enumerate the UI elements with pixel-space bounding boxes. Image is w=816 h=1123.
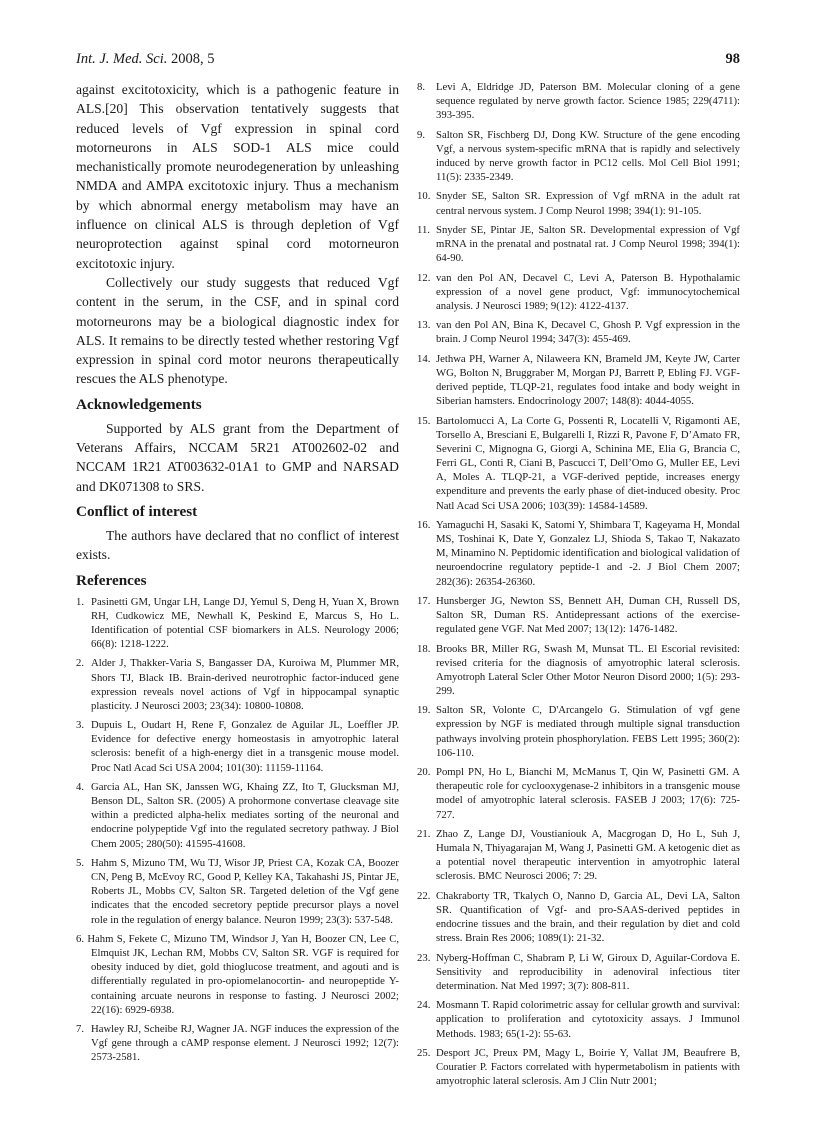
page-number: 98 [725,51,740,67]
reference-item [417,594,740,636]
reference-list-right [417,80,740,1088]
reference-text: Desport JC, Preux PM, Magy L, Boirie Y, Vallat JM, Beaufrere B, Couratier P. Factors correlated with hypermetabolism in patients with amyotrophic lateral sclerosis. Am J Clin Nutr 2001; [436,1046,740,1088]
reference-number: 17. [417,594,431,607]
reference-number: 24. [417,999,431,1012]
reference-item [417,414,740,513]
reference-item [417,765,740,822]
reference-item [417,642,740,699]
reference-item [417,1046,740,1088]
reference-number: 7. [76,1023,85,1036]
reference-item [417,998,740,1040]
reference-number: 1. [76,595,85,608]
reference-number: 11. [417,223,430,236]
left-column [76,80,399,1070]
journal-name: Int. J. Med. Sci. [76,51,168,67]
reference-item [417,352,740,409]
reference-item [417,827,740,884]
reference-text: Snyder SE, Pintar JE, Salton SR. Developmental expression of Vgf mRNA in the prenatal and postnatal rat. J Comp Neurol 1998; 394(1): 64-90. [436,223,740,265]
references-heading: References [76,571,147,589]
reference-text: Levi A, Eldridge JD, Paterson BM. Molecular cloning of a gene sequence regulated by nerve growth factor. Science 1985; 229(4711): 393-395. [436,81,740,122]
body-paragraph-2: Collectively our study suggests that reduced Vgf content in the serum, in the CSF, and in spinal cord motorneurons may be a biological diagnostic index for ALS. It remains to be directly tested whether restoring Vgf expression in spinal cord motor neurons therapeutically rescues the ALS phenotype. [76,274,399,387]
reference-number: 22. [417,889,431,902]
reference-item [417,80,740,122]
reference-text: Hawley RJ, Scheibe RJ, Wagner JA. NGF induces the expression of the Vgf gene through a cAMP response element. J Neurosci 1992; 12(7): 2573-2581. [91,1023,399,1064]
reference-list-left [76,595,399,1065]
conflict-heading: Conflict of interest [76,502,198,520]
reference-item [76,856,399,927]
acknowledgements-heading: Acknowledgements [76,395,202,413]
reference-number: 20. [417,766,431,779]
reference-text: Salton SR, Fischberg DJ, Dong KW. Structure of the gene encoding Vgf, a nervous system-specific mRNA that is rapidly and selectively induced by nerve growth factor in PC12 cells. Mol Cell Biol 1991; 11(5): 2335-2349. [436,128,740,184]
reference-number: 25. [417,1046,431,1059]
reference-number: 21. [417,827,431,840]
reference-number: 10. [417,190,431,203]
reference-number: 6. [76,932,85,945]
reference-number: 4. [76,780,85,793]
reference-text: Yamaguchi H, Sasaki K, Satomi Y, Shimbara T, Kageyama H, Mondal MS, Toshinai K, Date Y, Gonzalez LJ, Shioda S, Takao T, Nakazato M, Minamino N. Peptidomic identification and biological validation of neuroendocrine regulatory peptide-1 and -2. J Biol Chem 2007; 282(36): 26354-26360. [436,518,740,588]
reference-number: 18. [417,642,431,655]
reference-item [76,718,399,775]
reference-item [417,223,740,265]
reference-text: Hahm S, Mizuno TM, Wu TJ, Wisor JP, Priest CA, Kozak CA, Boozer CN, Peng B, McEvoy RC, Good P, Kelley KA, Takahashi JS, Pintar JE, Roberts JL, Mobbs CV, Salton SR. Targeted deletion of the Vgf gene indicates that the encoded secretory peptide precursor plays a novel role in the regulation of energy balance. Neuron 1999; 23(3): 537-548. [91,856,399,926]
reference-number: 8. [417,81,426,93]
reference-number: 13. [417,319,431,332]
reference-item [417,703,740,760]
reference-item [417,128,740,185]
reference-item [76,656,399,713]
reference-number: 3. [76,719,85,732]
reference-number: 15. [417,414,431,427]
reference-number: 9. [417,128,426,141]
journal-citation [76,51,215,68]
reference-text: Mosmann T. Rapid colorimetric assay for cellular growth and survival: application to proliferation and cytotoxicity assays. J Immunol Methods. 1983; 65(1-2): 55-63. [436,999,740,1040]
reference-item [76,780,399,851]
reference-text: Snyder SE, Salton SR. Expression of Vgf mRNA in the adult rat central nervous system. J Comp Neurol 1998; 394(1): 91-105. [436,190,740,217]
reference-text: Nyberg-Hoffman C, Shabram P, Li W, Giroux D, Aguilar-Cordova E. Sensitivity and reproducibility in adenoviral infectious titer determination. Nat Med 1997; 3(7): 808-811. [436,951,740,992]
reference-text: Alder J, Thakker-Varia S, Bangasser DA, Kuroiwa M, Plummer MR, Shors TJ, Black IB. Brain-derived neurotrophic factor-induced gene expression reveals novel actions of Vgf in hippocampal synaptic plasticity. J Neurosci 2003; 23(34): 10800-10808. [91,657,399,712]
reference-text: Garcia AL, Han SK, Janssen WG, Khaing ZZ, Ito T, Glucksman MJ, Benson DL, Salton SR. (2005) A prohormone convertase cleavage site within a predicted alpha-helix mediates sorting of the neuronal and endocrine polypeptide Vgf into the regulated secretory pathway. J Biol Chem 2005; 280(50): 41595-41608. [91,780,399,850]
reference-item [417,518,740,589]
reference-item [76,932,399,1017]
reference-number: 12. [417,271,431,284]
reference-text: Pompl PN, Ho L, Bianchi M, McManus T, Qin W, Pasinetti GM. A therapeutic role for cyclooxygenase-2 inhibitors in a transgenic mouse model of amyotrophic lateral sclerosis. FASEB J 2003; 17(6): 725-727. [436,766,740,821]
reference-text: Pasinetti GM, Ungar LH, Lange DJ, Yemul S, Deng H, Yuan X, Brown RH, Cudkowicz ME, Newhall K, Peskind E, Marcus S, Ho L. Identification of potential CSF biomarkers in ALS. Neurology 2006; 66(8): 1218-1222. [91,595,399,650]
reference-text: Jethwa PH, Warner A, Nilaweera KN, Brameld JM, Keyte JW, Carter WG, Bolton N, Bruggraber M, Morgan PJ, Barrett P, Ebling FJ. VGF-derived peptide, TLQP-21, regulates food intake and body weight in Siberian hamsters. Endocrinology 2007; 148(8): 4044-4055. [436,352,740,408]
reference-text: Dupuis L, Oudart H, Rene F, Gonzalez de Aguilar JL, Loeffler JP. Evidence for defective energy homeostasis in amyotrophic lateral sclerosis: benefit of a high-energy diet in a transgenic mouse model. Proc Natl Acad Sci USA 2004; 101(30): 11159-11164. [91,719,399,774]
reference-text: Hunsberger JG, Newton SS, Bennett AH, Duman CH, Russell DS, Salton SR, Duman RS. Antidepressant actions of the exercise-regulated gene VGF. Nat Med 2007; 13(12): 1476-1482. [436,594,740,636]
reference-text: van den Pol AN, Bina K, Decavel C, Ghosh P. Vgf expression in the brain. J Comp Neurol 1994; 347(3): 455-469. [436,319,740,346]
reference-item [417,318,740,346]
conflict-text: The authors have declared that no conflict of interest exists. [76,527,399,563]
reference-item [417,889,740,946]
reference-text: Zhao Z, Lange DJ, Voustianiouk A, Macgrogan D, Ho L, Suh J, Humala N, Thiyagarajan M, Wang J, Pasinetti GM. A ketogenic diet as a potential novel therapeutic intervention in amyotrophic lateral sclerosis. BMC Neurosci 2006; 7: 29. [436,827,740,883]
page-header [76,51,740,71]
reference-number: 23. [417,951,431,964]
reference-item [417,271,740,313]
reference-number: 5. [76,856,85,869]
reference-number: 14. [417,352,431,365]
reference-number: 16. [417,518,431,531]
reference-item [76,595,399,652]
journal-year-volume: 2008, 5 [167,51,215,67]
acknowledgements-text: Supported by ALS grant from the Department of Veterans Affairs, NCCAM 5R21 AT002602-02 and NCCAM 1R21 AT003632-01A1 to GMP and NARSAD and DK071308 to SRS. [76,420,399,494]
right-column [417,80,740,1094]
reference-text: Chakraborty TR, Tkalych O, Nanno D, Garcia AL, Devi LA, Salton SR. Quantification of Vgf- and pro-SAAS-derived peptides in endocrine tissues and the brain, and their regulation by diet and cold stress. Brain Res 2006; 1089(1): 21-32. [436,889,740,945]
reference-item [417,951,740,993]
reference-text: van den Pol AN, Decavel C, Levi A, Paterson B. Hypothalamic expression of a novel gene product, Vgf: immunocytochemical analysis. J Neurosci 1989; 9(12): 4122-4137. [436,271,740,312]
reference-text: Salton SR, Volonte C, D'Arcangelo G. Stimulation of vgf gene expression by NGF is mediated through multiple signal transduction pathways involving protein phosphorylation. FEBS Lett 1995; 360(2): 106-110. [436,704,740,759]
reference-text: Brooks BR, Miller RG, Swash M, Munsat TL. El Escorial revisited: revised criteria for the diagnosis of amyotrophic lateral sclerosis. Amyotroph Lateral Scler Other Motor Neuron Disord 2000; 1(5): 293-299. [436,642,740,697]
reference-text: Bartolomucci A, La Corte G, Possenti R, Locatelli V, Rigamonti AE, Torsello A, Bresciani E, Bulgarelli I, Rizzi R, Pavone F, D’Amato FR, Severini C, Mignogna G, Giorgi A, Schinina ME, Elia G, Brancia C, Ferri GL, Conti R, Ciani B, Pascucci T, Dell’Omo G, Muller EE, Levi A, Moles A. TLQP-21, a VGF-derived peptide, increases energy expenditure and prevents the early phase of diet-induced obesity. Proc Natl Acad Sci USA 2006; 103(39): 14584-14589. [436,414,740,512]
body-paragraph-1: against excitotoxicity, which is a pathogenic feature in ALS.[20] This observation tentatively suggests that reduced levels of Vgf expression in spinal cord motorneurons in ALS SOD-1 ALS mice could mechanistically promote neurodegeneration by unleashing NMDA and AMPA excitotoxic injury. Thus a mechanism by which abnormal energy metabolism may have an influence on clinical ALS is through depletion of Vgf neuroprotection against spinal cord motorneuron excitotoxic injury. [76,82,399,271]
reference-number: 2. [76,657,85,670]
reference-text: Hahm S, Fekete C, Mizuno TM, Windsor J, Yan H, Boozer CN, Lee C, Elmquist JK, Lechan RM, Mobbs CV, Salton SR. VGF is required for obesity induced by diet, gold thioglucose treatment, and agouti and is differentially regulated in pro-opiomelanocortin- and neuropeptide Y-containing arcuate neurons in response to fasting. J Neurosci 2002; 22(16): 6929-6938. [87,932,399,1016]
reference-item [417,189,740,217]
reference-number: 19. [417,704,431,717]
reference-item [76,1022,399,1064]
